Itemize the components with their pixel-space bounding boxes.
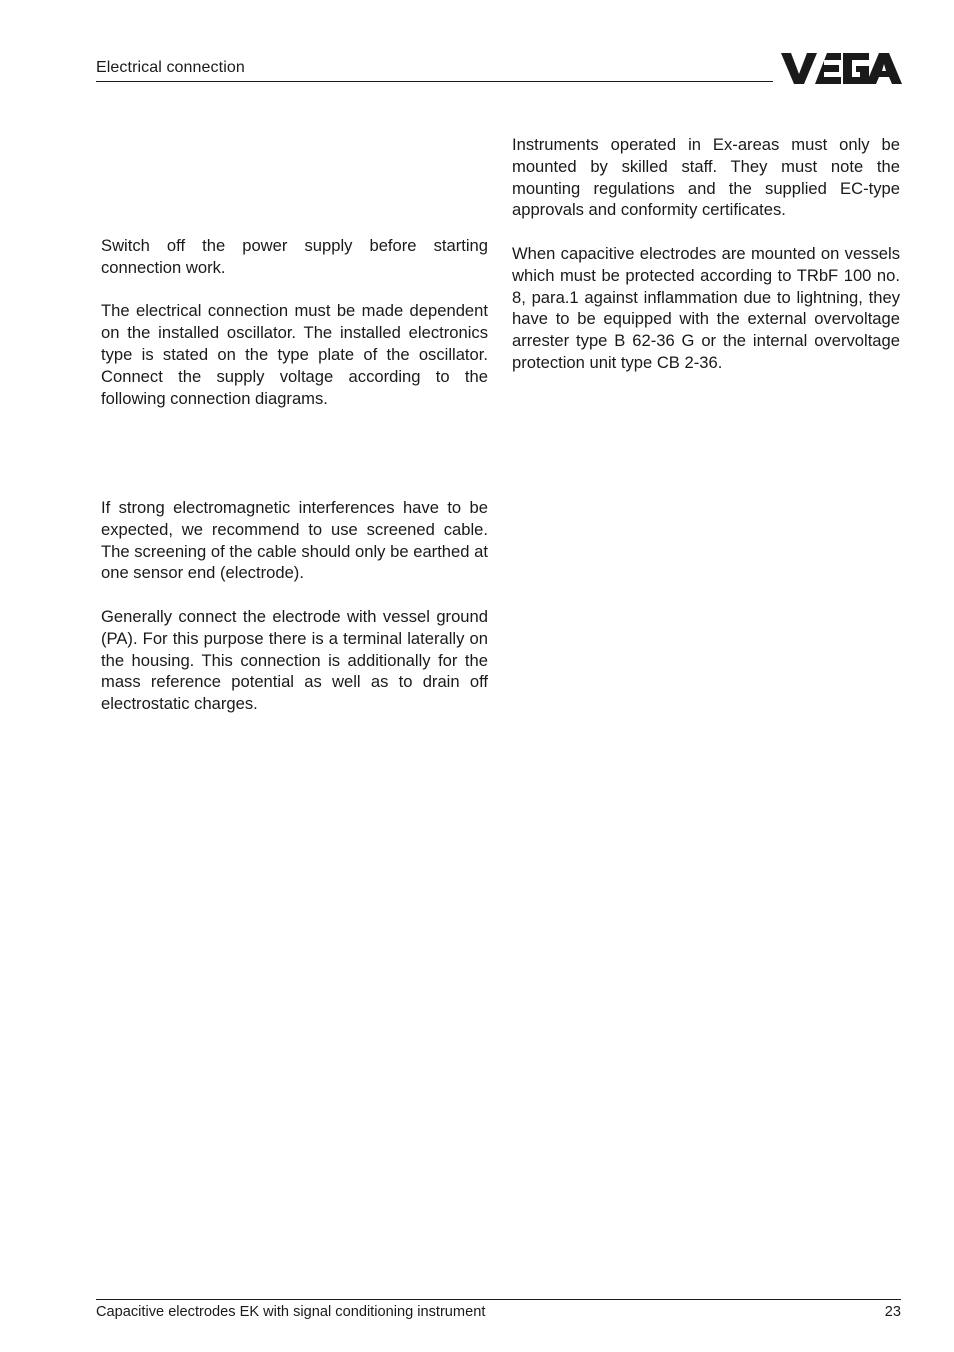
- page-number: 23: [884, 1304, 901, 1320]
- footer-divider: [96, 1299, 901, 1300]
- paragraph-overvoltage-protection: When capacitive electrodes are mounted on vessels which must be protected according to TRbF 100 no. 8, para.1 against inflammation due to lightning, they have to be equipped with the external overvoltage arrester type B 62-36 G or the internal overvoltage protection unit type CB 2-36.: [512, 243, 900, 372]
- header-divider: [96, 81, 773, 82]
- right-column: [512, 134, 900, 374]
- paragraph-power-off: Switch off the power supply before starting connection work.: [101, 236, 488, 277]
- paragraph-screened-cable: If strong electromagnetic interferences have to be expected, we recommend to use screened cable. The screening of the cable should only be earthed at one sensor end (electrode).: [101, 498, 488, 583]
- section-title: Electrical connection: [96, 59, 245, 76]
- left-column: [101, 235, 488, 409]
- document-title: Capacitive electrodes EK with signal conditioning instrument: [96, 1304, 486, 1320]
- paragraph-connection-diagrams: The electrical connection must be made dependent on the installed oscillator. The installed electronics type is stated on the type plate of the oscillator. Connect the supply voltage according to the following connection diagrams.: [101, 301, 488, 408]
- left-column-lower: [101, 497, 488, 715]
- paragraph-vessel-ground: Generally connect the electrode with vessel ground (PA). For this purpose there is a terminal laterally on the housing. This connection is additionally for the mass reference potential as well as to drain off electrostatic charges.: [101, 606, 488, 714]
- vega-logo: [781, 52, 902, 85]
- paragraph-ex-areas: Instruments operated in Ex-areas must only be mounted by skilled staff. They must note the mounting regulations and the supplied EC-type approvals and conformity certificates.: [512, 135, 900, 220]
